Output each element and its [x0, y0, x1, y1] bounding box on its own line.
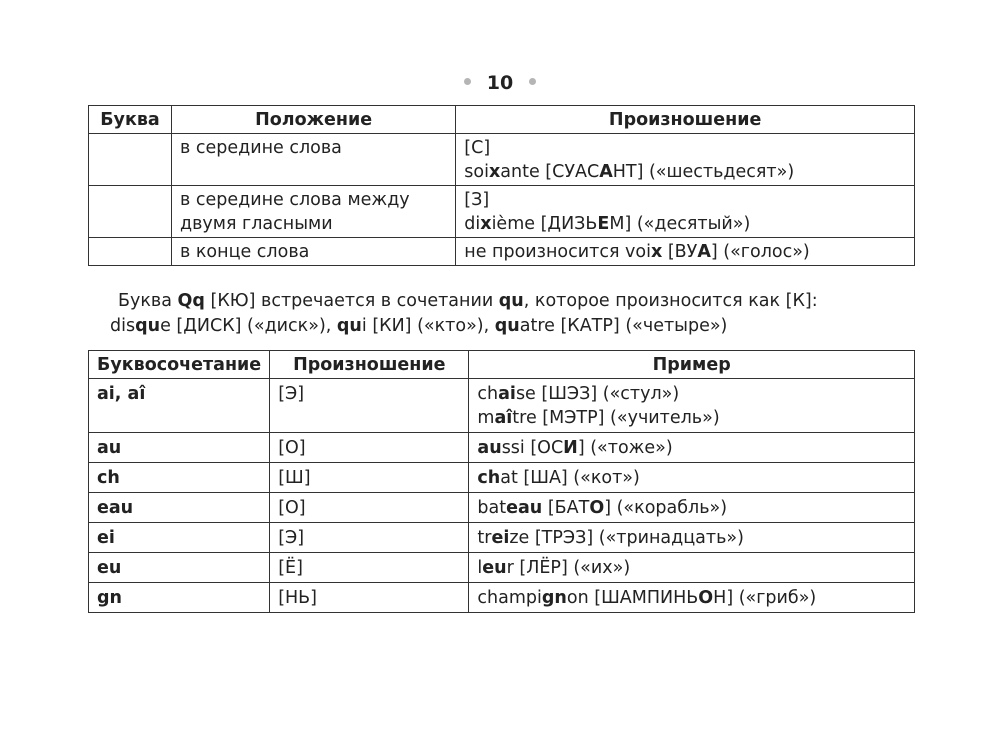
text-fragment: М] («десятый») [609, 214, 751, 234]
cell-example [469, 433, 915, 463]
table-row [89, 493, 915, 523]
text-fragment: Буква [118, 291, 178, 311]
page-number [0, 72, 1000, 94]
cell-pronunciation: [О] [270, 433, 469, 463]
letter-q-note [110, 289, 918, 339]
bold-fragment: x [480, 214, 492, 234]
header-pronunciation: Произношение [270, 351, 469, 379]
bold-fragment: qu [498, 291, 524, 311]
bold-fragment: x [488, 162, 501, 182]
bold-fragment: О [698, 588, 714, 608]
text-fragment: e [ДИСК] («диск»), [160, 316, 337, 336]
sound-notation: [С] [464, 138, 491, 158]
bold-fragment: qu [135, 316, 161, 336]
cell-example [469, 379, 915, 433]
text-fragment: se [ШЭЗ] («стул») [515, 384, 680, 404]
cell-combination: eu [89, 553, 270, 583]
bold-fragment: ei [491, 528, 510, 548]
text-fragment: tre [МЭТР] («учитель») [512, 408, 720, 428]
bold-fragment: qu [336, 316, 362, 336]
cell-example [469, 463, 915, 493]
text-fragment: НТ] («шестьдесят») [612, 162, 795, 182]
cell-combination: gn [89, 583, 270, 613]
sound-notation: [З] [464, 190, 490, 210]
cell-pronunciation [456, 186, 915, 238]
table-row [89, 134, 915, 186]
bold-fragment: au [477, 438, 502, 458]
text-fragment: tr [477, 528, 492, 548]
bold-fragment: А [697, 242, 711, 262]
text-fragment: dis [110, 316, 136, 336]
cell-pronunciation: [НЬ] [270, 583, 469, 613]
cell-example [469, 583, 915, 613]
text-fragment: ch [477, 384, 499, 404]
text-fragment: [ВУ [662, 242, 698, 262]
bold-fragment: x [650, 242, 663, 262]
text-fragment: on [ШАМПИНЬ [566, 588, 699, 608]
header-example: Пример [469, 351, 915, 379]
table-row [89, 186, 915, 238]
cell-pronunciation [456, 238, 915, 266]
text-fragment: champi [477, 588, 542, 608]
note-line-1 [118, 289, 918, 314]
example-line [477, 526, 906, 550]
bold-fragment: eau [506, 498, 543, 518]
text-fragment: di [464, 214, 481, 234]
table-row [89, 238, 915, 266]
bold-fragment: ai [498, 384, 516, 404]
example-line [464, 240, 906, 264]
text-fragment: ze [ТРЭЗ] («тринадцать») [509, 528, 744, 548]
cell-combination: eau [89, 493, 270, 523]
text-fragment: l [477, 558, 483, 578]
cell-position: в середине слова [171, 134, 455, 186]
table-row [89, 433, 915, 463]
bold-fragment: А [599, 162, 613, 182]
example-line [477, 466, 906, 490]
table-row [89, 523, 915, 553]
table-header-row [89, 106, 915, 134]
page-number-dot-right [529, 78, 536, 85]
text-fragment: [КЮ] встречается в сочетании [204, 291, 499, 311]
text-fragment: ] («голос») [710, 242, 810, 262]
bold-fragment: qu [494, 316, 520, 336]
cell-pronunciation: [Э] [270, 379, 469, 433]
example-line [477, 496, 906, 520]
cell-combination: ei [89, 523, 270, 553]
table-row [89, 379, 915, 433]
letter-x-table [88, 105, 915, 266]
example-line [477, 556, 906, 580]
cell-letter [89, 238, 172, 266]
cell-pronunciation: [Ё] [270, 553, 469, 583]
letter-combinations-table [88, 350, 915, 613]
text-fragment: m [477, 408, 495, 428]
text-fragment: ssi [ОС [501, 438, 564, 458]
text-fragment: , которое произносится как [К]: [523, 291, 818, 311]
table-row [89, 583, 915, 613]
text-fragment: r [ЛЁР] («их») [506, 558, 631, 578]
bold-fragment: ch [477, 468, 501, 488]
bold-fragment: Qq [177, 291, 205, 311]
cell-position: в конце слова [171, 238, 455, 266]
page-number-dot-left [464, 78, 471, 85]
header-combination: Буквосочетание [89, 351, 270, 379]
example-line [464, 160, 906, 184]
note-line-2 [110, 314, 918, 339]
bold-fragment: О [589, 498, 605, 518]
header-position: Положение [171, 106, 455, 134]
cell-example [469, 553, 915, 583]
text-fragment: Н] («гриб») [713, 588, 817, 608]
text-fragment: не произносится voi [464, 242, 651, 262]
text-fragment: soi [464, 162, 489, 182]
example-line [477, 436, 906, 460]
text-fragment: bat [477, 498, 507, 518]
example-line [477, 406, 906, 430]
cell-letter [89, 134, 172, 186]
header-pronunciation: Произношение [456, 106, 915, 134]
text-fragment: ante [СУАС [500, 162, 600, 182]
cell-position: в середине слова между двумя гласными [171, 186, 455, 238]
header-letter: Буква [89, 106, 172, 134]
cell-combination: ch [89, 463, 270, 493]
example-line [477, 382, 906, 406]
cell-combination: ai, aî [89, 379, 270, 433]
example-line [477, 586, 906, 610]
text-fragment: ième [ДИЗЬ [491, 214, 598, 234]
page-number-text: 10 [486, 72, 514, 94]
text-fragment: ] («тоже») [577, 438, 673, 458]
table-row [89, 463, 915, 493]
bold-fragment: eu [482, 558, 507, 578]
bold-fragment: И [563, 438, 578, 458]
bold-fragment: aî [494, 408, 513, 428]
cell-example [469, 493, 915, 523]
cell-example [469, 523, 915, 553]
bold-fragment: Е [597, 214, 610, 234]
text-fragment: ] («корабль») [604, 498, 728, 518]
example-line [464, 212, 906, 236]
cell-combination: au [89, 433, 270, 463]
table-header-row [89, 351, 915, 379]
cell-letter [89, 186, 172, 238]
text-fragment: atre [КАТР] («четыре») [519, 316, 728, 336]
bold-fragment: gn [541, 588, 567, 608]
cell-pronunciation: [О] [270, 493, 469, 523]
cell-pronunciation: [Э] [270, 523, 469, 553]
cell-pronunciation: [Ш] [270, 463, 469, 493]
text-fragment: [БАТ [542, 498, 590, 518]
text-fragment: i [КИ] («кто»), [361, 316, 495, 336]
cell-pronunciation [456, 134, 915, 186]
table-row [89, 553, 915, 583]
text-fragment: at [ША] («кот») [500, 468, 640, 488]
